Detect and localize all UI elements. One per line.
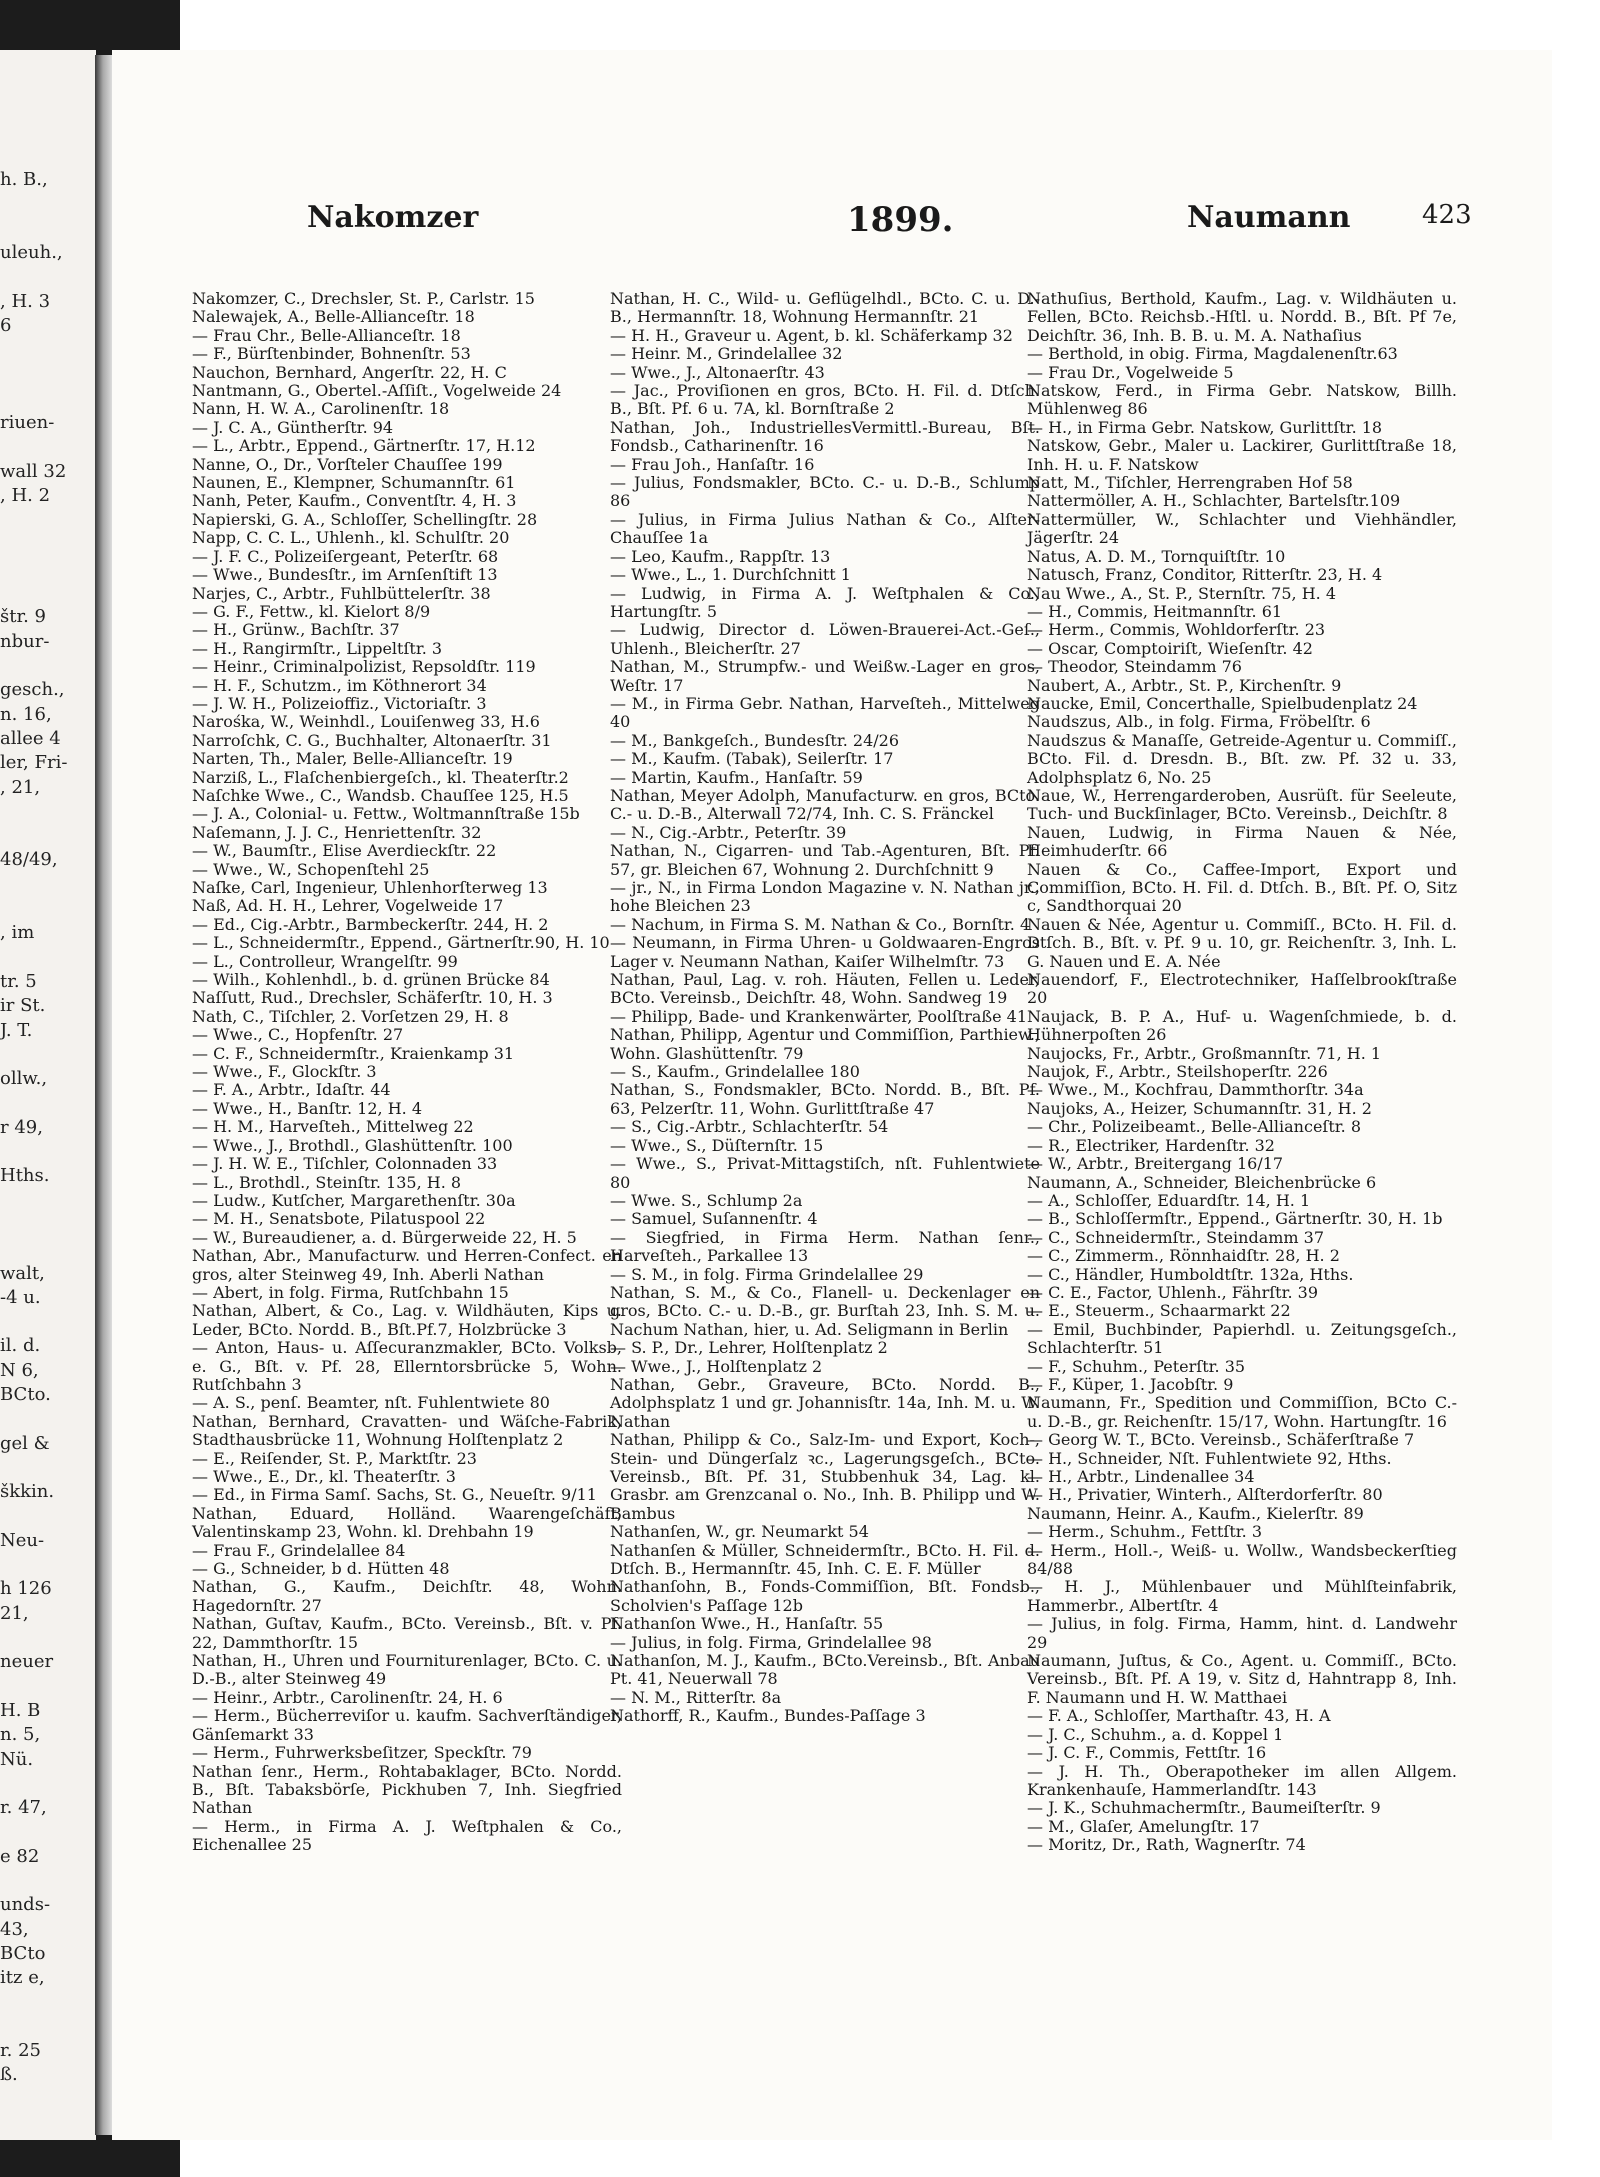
directory-entry: — Ed., in Firma Samſ. Sachs, St. G., Neueſtr. 9/11 <box>192 1485 597 1505</box>
directory-entry: — jr., N., in Firma London Magazine v. N. Nathan jr., hohe Bleichen 23 <box>610 878 1040 916</box>
directory-entry: — H. J., Mühlenbauer und Mühlſteinfabrik, Hammerbr., Albertſtr. 4 <box>1027 1577 1457 1615</box>
directory-entry: Nathanſohn, B., Fonds-Commiſſion, Bſt. Fondsb., Scholvien's Paſſage 12b <box>610 1577 1040 1615</box>
directory-entry: Nanne, O., Dr., Vorſteler Chauſſee 199 <box>192 454 503 474</box>
previous-page-fragment: 21, <box>0 1603 29 1624</box>
directory-entry: Naubert, A., Arbtr., St. P., Kirchenſtr. 9 <box>1027 675 1342 695</box>
directory-entry: — Nachum, in Firma S. M. Nathan & Co., Bornſtr. 4 <box>610 914 1031 934</box>
directory-entry: Nattermüller, W., Schlachter und Viehhändler, Jägerſtr. 24 <box>1027 509 1457 548</box>
directory-entry: — Wwe., L., 1. Durchſchnitt 1 <box>610 565 851 585</box>
directory-entry: — M., Glaſer, Amelungſtr. 17 <box>1027 1816 1260 1836</box>
previous-page-fragment: gel & <box>0 1433 50 1454</box>
previous-page-fragment: gesch., <box>0 680 65 701</box>
directory-entry: — E., Reiſender, St. P., Marktſtr. 23 <box>192 1448 477 1468</box>
directory-entry: — Herm., in Firma A. J. Weſtphalen & Co., Eichenallee 25 <box>192 1816 622 1855</box>
directory-entry: Natskow, Gebr., Maler u. Lackirer, Gurlittſtraße 18, Inh. H. u. F. Natskow <box>1027 436 1457 474</box>
directory-entry: Narten, Th., Maler, Belle-Allianceſtr. 19 <box>192 749 513 769</box>
directory-entry: Nathan, Albert, & Co., Lag. v. Wildhäuten, Kips u. Leder, BCto. Nordd. B., Bſt.Pf.7, Holzbrücke 3 <box>192 1301 622 1339</box>
previous-page-fragment: BCto. <box>0 1385 51 1405</box>
previous-page-fragment: tr. 5 <box>0 971 37 992</box>
directory-entry: — R., Electriker, Hardenſtr. 32 <box>1027 1135 1275 1155</box>
directory-entry: Nathanſen & Müller, Schneidermſtr., BCto. H. Fil. d. Dtſch. B., Hermannſtr. 45, Inh. C. E. F. Müller <box>610 1540 1040 1579</box>
directory-entry: Nathan, H. C., Wild- u. Geflügelhdl., BCto. C. u. D.-B., Hermannſtr. 18, Wohnung Hermannſtr. 21 <box>610 289 1040 327</box>
directory-entry: — Leo, Kaufm., Rappſtr. 13 <box>610 546 831 566</box>
directory-entry: — H., in Firma Gebr. Natskow, Gurlittſtr. 18 <box>1027 417 1383 437</box>
directory-entry: Nauendorf, F., Electrotechniker, Haſſelbrookſtraße 20 <box>1027 970 1457 1008</box>
directory-entry: Nathan, S., Fondsmakler, BCto. Nordd. B., Bſt. Pf. 63, Pelzerſtr. 11, Wohn. Gurlittſtraße 47 <box>610 1080 1040 1118</box>
directory-entry: — J. C. A., Güntherſtr. 94 <box>192 417 394 437</box>
directory-entry: Naumann, Juſtus, & Co., Agent. u. Commiſſ., BCto. Vereinsb., Bſt. Pf. A 19, v. Sitz d, Hahntrapp 8, Inh. F. Naumann und H. W. Matthaei <box>1027 1651 1457 1707</box>
directory-entry: Naſke, Carl, Ingenieur, Uhlenhorſterweg 13 <box>192 878 548 897</box>
directory-entry: — Georg W. T., BCto. Vereinsb., Schäferſtraße 7 <box>1027 1430 1415 1450</box>
directory-entry: Naſſutt, Rud., Drechsler, Schäferſtr. 10, H. 3 <box>192 988 553 1008</box>
directory-entry: — H., Arbtr., Lindenallee 34 <box>1027 1467 1255 1486</box>
directory-entry: Naujoks, A., Heizer, Schumannſtr. 31, H. 2 <box>1027 1098 1372 1118</box>
directory-entry: — N., Cig.-Arbtr., Peterſtr. 39 <box>610 822 847 842</box>
directory-entry: — Neumann, in Firma Uhren- u Goldwaaren-Engros Lager v. Neumann Nathan, Kaiſer Wilhelmſtr. 73 <box>610 933 1040 971</box>
directory-entry: — L., Brothdl., Steinſtr. 135, H. 8 <box>192 1172 462 1192</box>
directory-entry: — Herm., Schuhm., Fettſtr. 3 <box>1027 1522 1262 1542</box>
directory-entry: — J. H. W. E., Tiſchler, Colonnaden 33 <box>192 1154 498 1174</box>
directory-entry: Naujok, F., Arbtr., Steilshoperſtr. 226 <box>1027 1062 1328 1082</box>
directory-entry: — Wwe., W., Schopenſtehl 25 <box>192 859 430 879</box>
directory-entry: — C., Schneidermſtr., Steindamm 37 <box>1027 1227 1325 1247</box>
directory-entry: — Ludw., Kutſcher, Margarethenſtr. 30a <box>192 1190 516 1210</box>
previous-page-fragment: -4 u. <box>0 1287 41 1308</box>
directory-entry: — Frau F., Grindelallee 84 <box>192 1540 406 1560</box>
directory-entry: — B., Schloſſermſtr., Eppend., Gärtnerſtr. 30, H. 1b <box>1027 1209 1443 1229</box>
directory-entry: Nathan, Abr., Manufacturw. und Herren-Confect. en gros, alter Steinweg 49, Inh. Aberli Nathan <box>192 1246 622 1284</box>
previous-page-fragment: štr. 9 <box>0 607 46 628</box>
directory-entry: — E., Steuerm., Schaarmarkt 22 <box>1027 1301 1291 1321</box>
directory-entry: Nathan, Eduard, Holländ. Waarengeſchäft, Valentinskamp 23, Wohn. kl. Drehbahn 19 <box>192 1503 622 1542</box>
directory-entry: — M., Kaufm. (Tabak), Seilerſtr. 17 <box>610 749 894 769</box>
directory-entry: Nauen & Née, Agentur u. Commiſſ., BCto. H. Fil. d. Dtſch. B., Bſt. v. Pf. 9 u. 10, gr. Reichenſtr. 3, Inh. L. G. Nauen und E. A. Née <box>1027 914 1457 971</box>
directory-entry: — Herm., Holl.-, Weiß- u. Wollw., Wandsbeckerſtieg 84/88 <box>1027 1540 1457 1579</box>
directory-entry: Naujack, B. P. A., Huf- u. Wagenſchmiede, b. d. Hühnerpoſten 26 <box>1027 1006 1457 1045</box>
directory-entry: — F., Schuhm., Peterſtr. 35 <box>1027 1356 1246 1376</box>
directory-entry: Nauchon, Bernhard, Angerſtr. 22, H. C <box>192 362 507 382</box>
directory-entry: Nathan, Philipp, Agentur und Commiſſion, Parthiew., Wohn. Glashüttenſtr. 79 <box>610 1025 1040 1063</box>
directory-entry: — M., in Firma Gebr. Nathan, Harveſteh., Mittelweg 40 <box>610 693 1040 732</box>
directory-entry: — Ed., Cig.-Arbtr., Barmbeckerſtr. 244, H. 2 <box>192 914 549 934</box>
previous-page-fragment: unds- <box>0 1895 51 1916</box>
directory-entry: Nathanſen, W., gr. Neumarkt 54 <box>610 1522 869 1542</box>
directory-entry: — H. F., Schutzm., im Köthnerort 34 <box>192 675 487 695</box>
directory-entry: Naue, W., Herrengarderoben, Ausrüſt. für Seeleute, Tuch- und Buckſinlager, BCto. Vereinsb., Deichſtr. 8 <box>1027 785 1457 824</box>
directory-entry: Nathan, Joh., IndustriellesVermittl.-Bureau, Bſt. Fondsb., Catharinenſtr. 16 <box>610 417 1040 456</box>
directory-entry: — Berthold, in obig. Firma, Magdalenenſtr.63 <box>1027 344 1398 364</box>
directory-entry: — N. M., Ritterſtr. 8a <box>610 1687 782 1707</box>
directory-entry: — Wwe., S., Düſternſtr. 15 <box>610 1135 824 1155</box>
directory-entry: — Samuel, Suſannenſtr. 4 <box>610 1209 818 1229</box>
directory-entry: Nathan, N., Cigarren- und Tab.-Agenturen, Bſt. Pf. 57, gr. Bleichen 67, Wohnung 2. Durchſchnitt 9 <box>610 841 1040 879</box>
previous-page-fragment: neuer <box>0 1652 54 1673</box>
previous-page-fragment: 6 <box>0 315 12 336</box>
directory-entry: — C., Zimmerm., Rönnhaidſtr. 28, H. 2 <box>1027 1246 1340 1266</box>
previous-page-fragment: ir St. <box>0 996 46 1017</box>
directory-entry: — Moritz, Dr., Rath, Wagnerſtr. 74 <box>1027 1835 1306 1855</box>
directory-entry: — S., Kaufm., Grindelallee 180 <box>610 1062 860 1082</box>
directory-entry: Nathuſius, Berthold, Kaufm., Lag. v. Wildhäuten u. Fellen, BCto. Reichsb.-Hſtl. u. Nordd. B., Bſt. Pf 7e, Deichſtr. 36, Inh. B. B. u. M. A. Nathaſius <box>1027 289 1457 345</box>
directory-entry: — M., Bankgeſch., Bundesſtr. 24/26 <box>610 730 899 750</box>
directory-entry: — Frau Joh., Hanſaſtr. 16 <box>610 454 815 474</box>
directory-entry: — J. F. C., Polizeiſergeant, Peterſtr. 68 <box>192 546 499 566</box>
directory-entry: — H., Commis, Heitmannſtr. 61 <box>1027 601 1283 621</box>
directory-entry: — J. C., Schuhm., a. d. Koppel 1 <box>1027 1724 1284 1744</box>
previous-page-fragment: N 6, <box>0 1360 39 1381</box>
column-right <box>1027 290 1457 1855</box>
directory-entry: — Chr., Polizeibeamt., Belle-Allianceſtr. 8 <box>1027 1117 1361 1137</box>
directory-entry: — A. S., penſ. Beamter, nſt. Fuhlentwiete 80 <box>192 1393 550 1413</box>
directory-entry: — Frau Chr., Belle-Allianceſtr. 18 <box>192 325 461 345</box>
directory-entry: — M. H., Senatsbote, Pilatuspool 22 <box>192 1209 486 1229</box>
previous-page-fragment: uleuh., <box>0 242 63 263</box>
directory-entry: — Oscar, Comptoiriſt, Wieſenſtr. 42 <box>1027 638 1313 658</box>
previous-page-fragment: riuen- <box>0 413 55 433</box>
directory-entry: — L., Arbtr., Eppend., Gärtnerſtr. 17, H.12 <box>192 436 536 456</box>
directory-entry: — S., Cig.-Arbtr., Schlachterſtr. 54 <box>610 1117 889 1137</box>
directory-entry: Nathanſon Wwe., H., Hanſaſtr. 55 <box>610 1614 884 1634</box>
directory-entry: Nanh, Peter, Kaufm., Conventſtr. 4, H. 3 <box>192 491 517 511</box>
previous-page-fragment: ß. <box>0 2065 18 2086</box>
directory-entry: — Julius, in folg. Firma, Grindelallee 98 <box>610 1632 932 1652</box>
directory-entry: — Wilh., Kohlenhdl., b. d. grünen Brücke 84 <box>192 970 550 990</box>
directory-entry: Napierski, G. A., Schloſſer, Schellingſtr. 28 <box>192 509 538 529</box>
previous-page-fragment: allee 4 <box>0 728 61 749</box>
directory-entry: Nantmann, G., Obertel.-Aſſiſt., Vogelweide 24 <box>192 381 562 401</box>
directory-entry: — Heinr., Arbtr., Carolinenſtr. 24, H. 6 <box>192 1687 503 1707</box>
page-number: 423 <box>1422 200 1472 230</box>
directory-entry: — F., Küper, 1. Jacobſtr. 9 <box>1027 1374 1234 1394</box>
directory-entry: Natus, A. D. M., Tornquiſtſtr. 10 <box>1027 546 1286 566</box>
directory-entry: — A., Schloſſer, Eduardſtr. 14, H. 1 <box>1027 1190 1311 1210</box>
directory-entry: Nann, H. W. A., Carolinenſtr. 18 <box>192 399 450 419</box>
directory-entry: — F., Bürſtenbinder, Bohnenſtr. 53 <box>192 344 471 364</box>
directory-entry: Naſchke Wwe., C., Wandsb. Chauſſee 125, H.5 <box>192 785 569 805</box>
directory-entry: — C., Händler, Humboldtſtr. 132a, Hths. <box>1027 1264 1354 1284</box>
directory-entry: Naudszus & Manaſſe, Getreide-Agentur u. Commiſſ., BCto. Fil. d. Dresdn. B., Bſt. zw. Pf. 32 u. 33, Adolphsplatz 6, No. 25 <box>1027 730 1457 787</box>
previous-page-fragment: n. 16, <box>0 704 52 725</box>
directory-entry: Napp, C. C. L., Uhlenh., kl. Schulſtr. 20 <box>192 528 510 548</box>
directory-entry: — C. F., Schneidermſtr., Kraienkamp 31 <box>192 1043 515 1063</box>
directory-entry: — H., Grünw., Bachſtr. 37 <box>192 620 400 640</box>
directory-entry: Nathan, G., Kaufm., Deichſtr. 48, Wohn. Hagedornſtr. 27 <box>192 1577 622 1615</box>
directory-entry: Nathan ſenr., Herm., Rohtabaklager, BCto. Nordd. B., Bſt. Tabaksbörſe, Pickhuben 7, Inh. Siegfried Nathan <box>192 1761 622 1818</box>
directory-entry: Nathan, Guſtav, Kaufm., BCto. Vereinsb., Bſt. v. Pf. 22, Dammthorſtr. 15 <box>192 1614 622 1652</box>
page-header <box>182 200 1492 240</box>
directory-entry: Nathan, Paul, Lag. v. roh. Häuten, Fellen u. Leder, BCto. Vereinsb., Deichſtr. 48, Wohn. Sandweg 19 <box>610 970 1040 1008</box>
directory-entry: — F. A., Arbtr., Idaſtr. 44 <box>192 1080 391 1100</box>
previous-page-fragment: J. T. <box>0 1020 33 1041</box>
previous-page-fragment: H. B <box>0 1700 41 1721</box>
directory-entry: Nathan, M., Strumpfw.- und Weißw.-Lager en gros, Weſtr. 17 <box>610 657 1040 695</box>
directory-entry: — J. K., Schuhmachermſtr., Baumeiſterſtr. 9 <box>1027 1798 1381 1818</box>
directory-entry: Natusch, Franz, Conditor, Ritterſtr. 23, H. 4 <box>1027 565 1383 585</box>
directory-entry: Narziß, L., Flaſchenbiergeſch., kl. Theaterſtr.2 <box>192 767 569 787</box>
directory-entry: Naudszus, Alb., in folg. Firma, Fröbelſtr. 6 <box>1027 712 1371 732</box>
directory-entry: — Abert, in folg. Firma, Rutſchbahn 15 <box>192 1282 509 1302</box>
directory-entry: — Herm., Fuhrwerksbeſitzer, Speckſtr. 79 <box>192 1743 532 1763</box>
directory-entry: — Emil, Buchbinder, Papierhdl. u. Zeitungsgeſch., Schlachterſtr. 51 <box>1027 1319 1457 1358</box>
previous-page-fragment: e 82 <box>0 1846 40 1867</box>
directory-entry: — F. A., Schloſſer, Marthaſtr. 43, H. A <box>1027 1706 1331 1726</box>
directory-entry: Naß, Ad. H. H., Lehrer, Vogelweide 17 <box>192 896 504 916</box>
directory-entry: — W., Arbtr., Breitergang 16/17 <box>1027 1154 1284 1174</box>
directory-entry: — S. P., Dr., Lehrer, Holſtenplatz 2 <box>610 1338 888 1358</box>
directory-entry: Nauen, Ludwig, in Firma Nauen & Née, Heimhuderſtr. 66 <box>1027 822 1457 861</box>
directory-entry: — Wwe., E., Dr., kl. Theaterſtr. 3 <box>192 1467 456 1486</box>
directory-entry: — H. M., Harveſteh., Mittelweg 22 <box>192 1117 474 1137</box>
directory-entry: — J. W. H., Polizeioffiz., Victoriaſtr. 3 <box>192 693 487 713</box>
directory-entry: Nathan, Gebr., Graveure, BCto. Nordd. B., Adolphsplatz 1 und gr. Johannisſtr. 14a, Inh. M. u. W. Nathan <box>610 1374 1040 1431</box>
previous-page-fragment: , im <box>0 923 35 944</box>
directory-entry: Naumann, Heinr. A., Kaufm., Kielerſtr. 89 <box>1027 1503 1364 1523</box>
previous-page-fragment: walt, <box>0 1263 45 1284</box>
directory-entry: — H. H., Graveur u. Agent, b. kl. Schäferkamp 32 <box>610 325 1013 345</box>
previous-page-fragment: r. 25 <box>0 2041 41 2062</box>
directory-entry: — G., Schneider, b d. Hütten 48 <box>192 1559 450 1579</box>
previous-page-fragment: Neu- <box>0 1530 45 1551</box>
directory-entry: Naumann, Fr., Spedition und Commiſſion, BCto C.- u. D.-B., gr. Reichenſtr. 15/17, Wohn. Hartungſtr. 16 <box>1027 1393 1457 1431</box>
directory-entry: — Wwe., C., Hopfenſtr. 27 <box>192 1025 404 1045</box>
directory-entry: — Julius, Fondsmakler, BCto. C.- u. D.-B., Schlump 86 <box>610 473 1040 511</box>
directory-entry: — Siegfried, in Firma Herm. Nathan ſenr., Harveſteh., Parkallee 13 <box>610 1227 1040 1266</box>
previous-page-fragment: 43, <box>0 1919 29 1940</box>
directory-entry: Naujocks, Fr., Arbtr., Großmannſtr. 71, H. 1 <box>1027 1043 1382 1063</box>
previous-page-fragment: h 126 <box>0 1579 52 1600</box>
directory-entry: — L., Controlleur, Wrangelſtr. 99 <box>192 951 458 971</box>
directory-entry: Naumann, A., Schneider, Bleichenbrücke 6 <box>1027 1172 1377 1192</box>
directory-entry: — J. C. F., Commis, Fettſtr. 16 <box>1027 1743 1267 1763</box>
directory-entry: Nathanſon, M. J., Kaufm., BCto.Vereinsb., Bſt. Anbau Pt. 41, Neuerwall 78 <box>610 1651 1040 1689</box>
previous-page-fragment: wall 32 <box>0 461 67 482</box>
previous-page-fragment: r 49, <box>0 1117 43 1138</box>
directory-entry: Nath, C., Tiſchler, 2. Vorſetzen 29, H. 8 <box>192 1006 509 1026</box>
directory-entry: — H., Privatier, Winterh., Alſterdorferſtr. 80 <box>1027 1485 1383 1505</box>
directory-entry: Nathan, Philipp & Co., Salz-Im- und Export, Koch-, Stein- und Düngerſalz ꝛc., Lagerungsgeſch., BCto. Vereinsb., Bſt. Pf. 31, Stubbenhuk 34, Lag. kl. Grasbr. am Grenzcanal o. No., Inh. B. Philipp und W. Bambus <box>610 1430 1040 1523</box>
directory-entry: — Martin, Kaufm., Hanſaſtr. 59 <box>610 767 863 787</box>
directory-entry: — Heinr. M., Grindelallee 32 <box>610 344 843 364</box>
directory-entry: — Ludwig, Director d. Löwen-Brauerei-Act.-Geſ., Uhlenh., Bleicherſtr. 27 <box>610 620 1040 658</box>
previous-page-fragment: BCto <box>0 1943 46 1964</box>
previous-page-edge <box>0 50 96 2140</box>
directory-entry: — L., Schneidermſtr., Eppend., Gärtnerſtr.90, H. 10 <box>192 933 610 953</box>
directory-entry: — W., Baumſtr., Elise Averdieckſtr. 22 <box>192 841 497 861</box>
directory-entry: — Theodor, Steindamm 76 <box>1027 657 1242 677</box>
directory-entry: Narroſchk, C. G., Buchhalter, Altonaerſtr. 31 <box>192 730 552 750</box>
directory-entry: — Wwe., H., Banſtr. 12, H. 4 <box>192 1098 423 1118</box>
header-right-keyword: Naumann <box>1187 200 1351 235</box>
directory-entry: — J. H. Th., Oberapotheker im allen Allgem. Krankenhauſe, Hammerlandſtr. 143 <box>1027 1761 1457 1799</box>
directory-entry: Naſemann, J. J. C., Henriettenſtr. 32 <box>192 822 482 842</box>
directory-entry: — Herm., Bücherreviſor u. kaufm. Sachverſtändiger, Gänſemarkt 33 <box>192 1706 622 1744</box>
directory-entry: Natt, M., Tiſchler, Herrengraben Hof 58 <box>1027 473 1353 493</box>
directory-entry: Natskow, Ferd., in Firma Gebr. Natskow, Billh. Mühlenweg 86 <box>1027 381 1457 419</box>
directory-entry: — Wwe. S., Schlump 2a <box>610 1190 803 1210</box>
directory-entry: — J. A., Colonial- u. Fettw., Woltmannſtraße 15b <box>192 804 580 824</box>
directory-entry: Nattermöller, A. H., Schlachter, Bartelsſtr.109 <box>1027 491 1401 511</box>
header-year: 1899. <box>847 200 954 240</box>
previous-page-fragment: ollw., <box>0 1069 48 1090</box>
directory-entry: — Ludwig, in Firma A. J. Weſtphalen & Co., Hartungſtr. 5 <box>610 583 1040 621</box>
previous-page-fragment: , H. 3 <box>0 291 51 312</box>
directory-entry: Narośka, W., Weinhdl., Louiſenweg 33, H.6 <box>192 712 540 732</box>
directory-entry: — C. E., Factor, Uhlenh., Fährſtr. 39 <box>1027 1282 1319 1302</box>
directory-entry: Nathan, S. M., & Co., Flanell- u. Deckenlager en gros, BCto. C.- u. D.-B., gr. Burſtah 23, Inh. S. M. u. Nachum Nathan, hier, u. Ad. Seligmann in Berlin <box>610 1282 1040 1339</box>
directory-entry: — Wwe., J., Brothdl., Glashüttenſtr. 100 <box>192 1135 513 1155</box>
previous-page-fragment: 48/49, <box>0 850 58 871</box>
previous-page-fragment: n. 5, <box>0 1725 41 1746</box>
directory-entry: Nathan, Bernhard, Cravatten- und Wäſche-Fabrik, Stadthausbrücke 11, Wohnung Holſtenplatz 2 <box>192 1411 622 1450</box>
directory-entry: — H., Rangirmſtr., Lippeltſtr. 3 <box>192 638 443 658</box>
directory-entry: — H., Schneider, Nſt. Fuhlentwiete 92, Hths. <box>1027 1448 1392 1468</box>
directory-entry: — Julius, in Firma Julius Nathan & Co., Alſter-Chauſſee 1a <box>610 509 1040 548</box>
directory-entry: Nathan, Meyer Adolph, Manufacturw. en gros, BCto. C.- u. D.-B., Alterwall 72/74, Inh. C. S. Fränckel <box>610 785 1040 824</box>
column-middle <box>610 290 1040 1726</box>
directory-entry: Nathan, H., Uhren und Fourniturenlager, BCto. C. u. D.-B., alter Steinweg 49 <box>192 1651 622 1689</box>
directory-entry: — Wwe., J., Altonaerſtr. 43 <box>610 362 825 382</box>
directory-entry: Nau Wwe., A., St. P., Sternſtr. 75, H. 4 <box>1027 583 1337 603</box>
previous-page-fragment: , H. 2 <box>0 485 51 506</box>
directory-page <box>112 50 1552 2140</box>
previous-page-fragment: il. d. <box>0 1336 41 1357</box>
directory-entry: — Philipp, Bade- und Krankenwärter, Poolſtraße 41 <box>610 1006 1027 1026</box>
directory-entry: — Heinr., Criminalpolizist, Repsoldſtr. 119 <box>192 657 536 677</box>
previous-page-fragment: r. 47, <box>0 1798 47 1819</box>
directory-entry: Nalewajek, A., Belle-Allianceſtr. 18 <box>192 307 475 327</box>
directory-entry: Nathorff, R., Kaufm., Bundes-Paſſage 3 <box>610 1706 926 1726</box>
previous-page-fragment: itz e, <box>0 1968 45 1989</box>
previous-page-fragment: ler, Fri- <box>0 753 68 774</box>
directory-entry: — Wwe., S., Privat-Mittagstiſch, nſt. Fuhlentwiete 80 <box>610 1154 1040 1192</box>
header-left-keyword: Nakomzer <box>307 200 479 235</box>
directory-entry: — Wwe., F., Glockſtr. 3 <box>192 1062 377 1082</box>
previous-page-fragment: Hths. <box>0 1166 50 1187</box>
directory-entry: — Herm., Commis, Wohldorferſtr. 23 <box>1027 620 1326 640</box>
directory-entry: Naunen, E., Klempner, Schumannſtr. 61 <box>192 473 516 493</box>
directory-entry: — Frau Dr., Vogelweide 5 <box>1027 362 1234 382</box>
directory-entry: — Julius, in folg. Firma, Hamm, hint. d. Landwehr 29 <box>1027 1614 1457 1652</box>
directory-entry: Narjes, C., Arbtr., Fuhlbüttelerſtr. 38 <box>192 583 491 603</box>
directory-entry: — Anton, Haus- u. Aſſecuranzmakler, BCto. Volksb, e. G., Bſt. v. Pf. 28, Ellerntorsbrücke 5, Wohn. Rutſchbahn 3 <box>192 1338 622 1394</box>
directory-entry: Nakomzer, C., Drechsler, St. P., Carlstr. 15 <box>192 289 535 308</box>
previous-page-fragment: škkin. <box>0 1482 55 1503</box>
directory-entry: — Wwe., Bundesſtr., im Arnſenſtift 13 <box>192 565 498 585</box>
directory-entry: — S. M., in folg. Firma Grindelallee 29 <box>610 1264 924 1284</box>
previous-page-fragment: Nü. <box>0 1749 34 1770</box>
directory-entry: Naucke, Emil, Concerthalle, Spielbudenplatz 24 <box>1027 693 1418 713</box>
previous-page-fragment: nbur- <box>0 631 50 652</box>
directory-entry: — Jac., Proviſionen en gros, BCto. H. Fil. d. Dtſch. B., Bſt. Pf. 6 u. 7A, kl. Bornſtraße 2 <box>610 381 1040 419</box>
directory-entry: — W., Bureaudiener, a. d. Bürgerweide 22, H. 5 <box>192 1227 577 1247</box>
directory-entry: Nauen & Co., Caffee-Import, Export und Commiſſion, BCto. H. Fil. d. Dtſch. B., Bſt. Pf. O, Sitz c, Sandthorquai 20 <box>1027 859 1457 916</box>
previous-page-fragment: , 21, <box>0 777 41 798</box>
directory-entry: — G. F., Fettw., kl. Kielort 8/9 <box>192 601 431 621</box>
column-left <box>192 290 622 1855</box>
directory-entry: — Wwe., M., Kochfrau, Dammthorſtr. 34a <box>1027 1080 1364 1100</box>
directory-entry: — Wwe., J., Holſtenplatz 2 <box>610 1356 823 1376</box>
previous-page-fragment: h. B., <box>0 170 48 190</box>
